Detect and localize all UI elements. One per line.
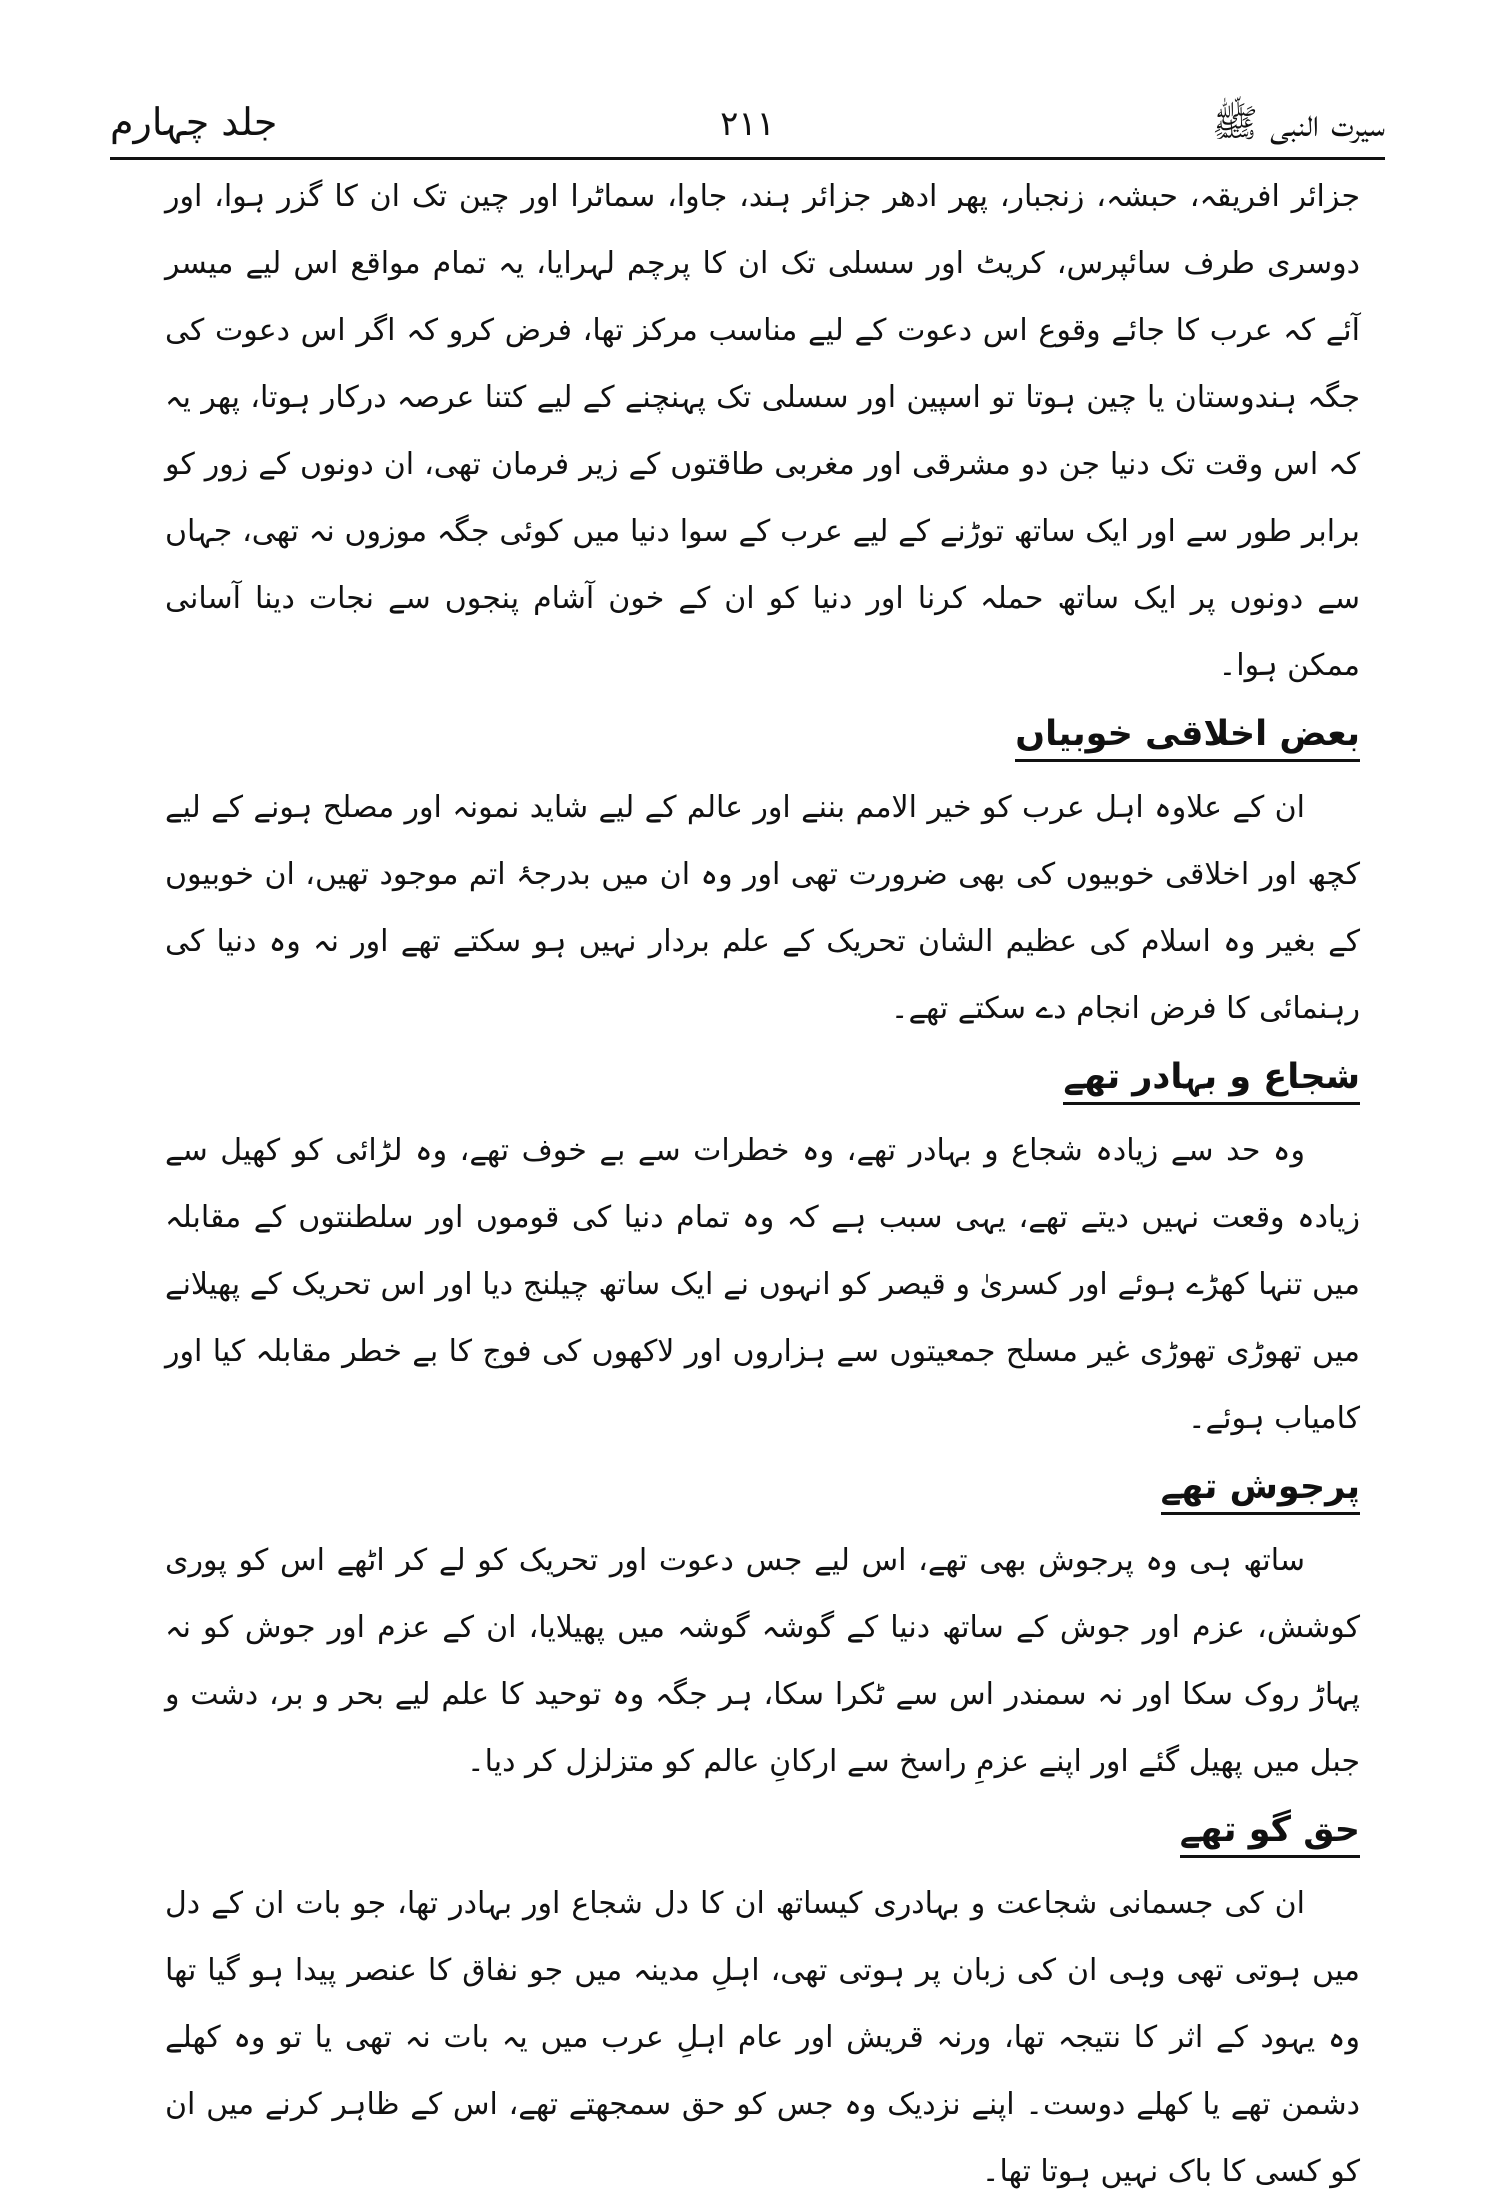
paragraph-brave: وہ حد سے زیادہ شجاع و بہادر تھے، وہ خطرات سے بے خوف تھے، وہ لڑائی کو کھیل سے زیادہ وقعت نہیں دیتے تھے، یہی سبب ہے کہ وہ تمام دنیا کی قوموں اور سلطنتوں کے مقابلہ میں تنہا کھڑے ہوئے اور کسریٰ و قیصر کو انہوں نے ایک ساتھ چیلنج دیا اور اس تحریک کے پھیلانے میں تھوڑی تھوڑی غیر مسلح جمعیتوں سے ہزاروں اور لاکھوں کی فوج کا بے خطر مقابلہ کیا اور کامیاب ہوئے۔: [165, 1133, 1360, 1436]
paragraph-intro: جزائر افریقہ، حبشہ، زنجبار، پھر ادھر جزائر ہند، جاوا، سماٹرا اور چین تک ان کا گزر ہوا، اور دوسری طرف سائپرس، کریٹ اور سسلی تک ان کا پرچم لہرایا، یہ تمام مواقع اس لیے میسر آئے کہ عرب کا جائے وقوع اس دعوت کے لیے مناسب مرکز تھا، فرض کرو کہ اگر اس دعوت کی جگہ ہندوستان یا چین ہوتا تو اسپین اور سسلی تک پہنچنے کے لیے کتنا عرصہ درکار ہوتا، پھر یہ کہ اس وقت تک دنیا جن دو مشرقی اور مغربی طاقتوں کے زیر فرمان تھی، ان دونوں کے زور کو برابر طور سے اور ایک ساتھ توڑنے کے لیے عرب کے سوا دنیا میں کوئی جگہ موزوں نہ تھی، جہاں سے دونوں پر ایک ساتھ حملہ کرنا اور دنیا کو ان کے خون آشام پنجوں سے نجات دینا آسانی ممکن ہوا۔: [165, 179, 1360, 683]
paragraph-zealous: ساتھ ہی وہ پرجوش بھی تھے، اس لیے جس دعوت اور تحریک کو لے کر اٹھے اس کو پوری کوشش، عزم اور جوش کے ساتھ دنیا کے گوشہ گوشہ میں پھیلایا، ان کے عزم اور جوش کو نہ پہاڑ روک سکا اور نہ سمندر اس سے ٹکرا سکا، ہر جگہ وہ توحید کا علم لیے بحر و بر، دشت و جبل میں پھیل گئے اور اپنے عزمِ راسخ سے ارکانِ عالم کو متزلزل کر دیا۔: [165, 1543, 1360, 1779]
volume-label: جلد چہارم: [110, 100, 278, 144]
heading-truthful: حق گو تھے: [1180, 1805, 1360, 1858]
page-number: ۲۱۱: [720, 104, 775, 144]
book-title: سیرت النبی ﷺ: [1212, 101, 1385, 145]
page-header: [110, 100, 1385, 158]
page-body: [165, 163, 1360, 2205]
heading-moral-virtues: بعض اخلاقی خوبیاں: [1015, 709, 1360, 762]
header-divider: [110, 157, 1385, 160]
paragraph-truthful: ان کی جسمانی شجاعت و بہادری کیساتھ ان کا دل شجاع اور بہادر تھا، جو بات ان کے دل میں ہوتی تھی وہی ان کی زبان پر ہوتی تھی، اہلِ مدینہ میں جو نفاق کا عنصر پیدا ہو گیا تھا وہ یہود کے اثر کا نتیجہ تھا، ورنہ قریش اور عام اہلِ عرب میں یہ بات نہ تھی یا تو وہ کھلے دشمن تھے یا کھلے دوست۔ اپنے نزدیک وہ جس کو حق سمجھتے تھے، اس کے ظاہر کرنے میں ان کو کسی کا باک نہیں ہوتا تھا۔: [165, 1886, 1360, 2189]
heading-zealous: پرجوش تھے: [1161, 1462, 1360, 1515]
heading-brave: شجاع و بہادر تھے: [1063, 1052, 1360, 1105]
paragraph-moral-virtues: ان کے علاوہ اہل عرب کو خیر الامم بننے اور عالم کے لیے شاید نمونہ اور مصلح ہونے کے لیے کچھ اور اخلاقی خوبیوں کی بھی ضرورت تھی اور وہ ان میں بدرجۂ اتم موجود تھیں، ان خوبیوں کے بغیر وہ اسلام کی عظیم الشان تحریک کے علم بردار نہیں ہو سکتے تھے اور نہ وہ دنیا کی رہنمائی کا فرض انجام دے سکتے تھے۔: [165, 790, 1360, 1026]
